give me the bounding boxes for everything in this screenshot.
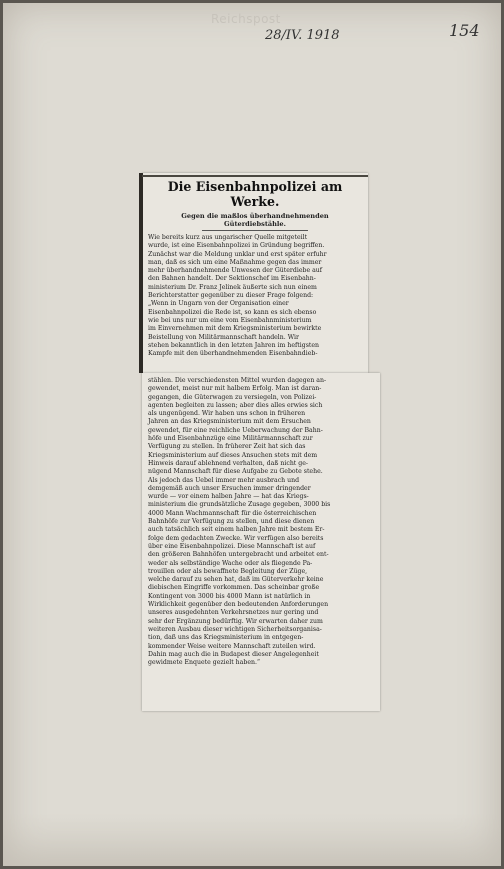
article-line: unseres ausgedehnten Verkehrsnetzes nur gering und	[148, 609, 319, 617]
article-line: wurde — vor einem halben Jahre — hat das Kriegs-	[148, 493, 309, 501]
article-line: als ungenügend. Wir haben uns schon in früheren	[148, 410, 306, 418]
article-line: agenten begleiten zu lassen; aber dies alles erwies sich	[148, 401, 323, 409]
subhead-line-1: Gegen die maßlos überhandnehmenden	[181, 212, 329, 220]
article-line: über eine Eisenbahnpolizei. Diese Mannschaft ist auf	[148, 542, 316, 550]
article-line: im Einvernehmen mit dem Kriegsministerium bewirkte	[148, 325, 322, 333]
article-line: nügend Mannschaft für diese Aufgabe zu Gebote stehe.	[148, 468, 323, 476]
article-line: folge dem gedachten Zwecke. Wir verfügen also bereits	[148, 534, 324, 542]
article-line: auch tatsächlich seit einem halben Jahre mit bestem Er-	[148, 526, 325, 534]
article-line: mehr überhandnehmende Unwesen der Güterdiebe auf	[148, 267, 323, 275]
article-line: wie bei uns nur um eine vom Eisenbahnministerium	[148, 316, 312, 324]
article-line: Verfügung zu stellen. In früherer Zeit hat sich das	[148, 443, 306, 451]
article-line: weder als selbständige Wache oder als fliegende Pa-	[148, 559, 313, 567]
article-line: Beistellung von Militärmannschaft handeln. Wir	[148, 333, 299, 341]
article-line: Kontingent von 3000 bis 4000 Mann ist natürlich in	[148, 592, 311, 600]
article-line: tion, daß uns das Kriegsministerium in entgegen-	[148, 634, 304, 642]
article-line: Kampfe mit den überhandnehmenden Eisenbahndieb-	[148, 350, 318, 358]
article-line: Bahnhöfe zur Verfügung zu stellen, und diese dienen	[148, 518, 315, 526]
article-line: diebischen Eingriffe vorkommen. Das scheinbar große	[148, 584, 320, 592]
article-body-lower	[148, 377, 374, 667]
subhead-line-2: Güterdiebstähle.	[224, 220, 286, 228]
article-headline	[148, 179, 362, 209]
article-line: gewendet, für eine reichliche Ueberwachung der Bahn-	[148, 426, 323, 434]
article-body-upper	[148, 234, 362, 358]
article-line: ministerium die grundsätzliche Zusage gegeben, 3000 bis	[148, 501, 331, 509]
article-line: stählen. Die verschiedensten Mittel wurden dagegen an-	[148, 377, 327, 384]
article-line: „Wenn in Ungarn von der Organisation einer	[148, 300, 289, 308]
article-line: trouillen oder als bewaffnete Begleitung der Züge,	[148, 567, 308, 575]
article-line: Wirklichkeit gegenüber den bedeutenden Anforderungen	[148, 601, 329, 609]
headline-rule	[202, 230, 308, 231]
article-line: höfe und Eisenbahnzüge eine Militärmannschaft zur	[148, 435, 313, 443]
article-line: Zunächst war die Meldung unklar und erst später erfuhr	[148, 250, 327, 258]
article-line: Als jedoch das Uebel immer mehr ausbrach und	[148, 476, 300, 484]
headline-line-1: Die Eisenbahnpolizei am	[167, 179, 343, 194]
article-line: demgemäß auch unser Ersuchen immer dringender	[148, 484, 311, 492]
article-line: weiteren Ausbau dieser wichtigen Sicherheitsorganisa-	[148, 625, 322, 633]
article-line: stehen bekanntlich in den letzten Jahren im heftigsten	[148, 341, 320, 349]
article-line: 4000 Mann Wachmannschaft für die österreichischen	[148, 509, 317, 517]
article-line: Kriegsministerium auf dieses Ansuchen stets mit dem	[148, 451, 318, 459]
paper-shading	[3, 813, 501, 866]
article-subhead	[152, 212, 358, 228]
article-line: gewidmete Enquete gezielt haben.“	[148, 659, 261, 667]
folio-number: 154	[449, 21, 480, 40]
article-line: den Bahnen handelt. Der Sektionschef im Eisenbahn-	[148, 275, 316, 283]
article-line: Hinweis darauf ablehnend verhalten, daß nicht ge-	[148, 459, 308, 467]
article-line: den größeren Bahnhöfen untergebracht und arbeitet ent-	[148, 551, 329, 559]
newspaper-stamp: Reichspost	[211, 12, 281, 26]
clipping-upper	[142, 173, 368, 373]
article-line: Wie bereits kurz aus ungarischer Quelle mitgeteilt	[148, 234, 308, 241]
headline-line-2: Werke.	[230, 194, 280, 209]
archive-sheet	[3, 3, 501, 866]
article-line: welche darauf zu sehen hat, daß im Güterverkehr keine	[148, 576, 324, 584]
article-line: gewendet, meist nur mit halbem Erfolg. Man ist daran-	[148, 385, 322, 393]
article-line: Jahren an das Kriegsministerium mit dem Ersuchen	[148, 418, 311, 426]
article-line: sehr der Ergänzung bedürftig. Wir erwarten daher zum	[148, 617, 323, 625]
article-line: Berichterstatter gegenüber zu dieser Frage folgend:	[148, 292, 314, 300]
article-line: man, daß es sich um eine Maßnahme gegen das immer	[148, 258, 322, 266]
article-line: Dahin mag auch die in Budapest dieser Angelegenheit	[148, 650, 319, 658]
article-line: gegangen, die Güterwagen zu versiegeln, von Polizei-	[148, 393, 317, 401]
article-line: wurde, ist eine Eisenbahnpolizei in Gründung begriffen.	[148, 242, 325, 250]
article-line: kommender Weise weitere Mannschaft zuteilen wird.	[148, 642, 316, 650]
handwritten-date: 28/IV. 1918	[265, 28, 340, 43]
article-line: ministerium Dr. Franz Jelinek äußerte sich nun einem	[148, 283, 317, 291]
article-line: Eisenbahnpolizei die Rede ist, so kann es sich ebenso	[148, 308, 317, 316]
clipping-lower	[142, 373, 380, 711]
